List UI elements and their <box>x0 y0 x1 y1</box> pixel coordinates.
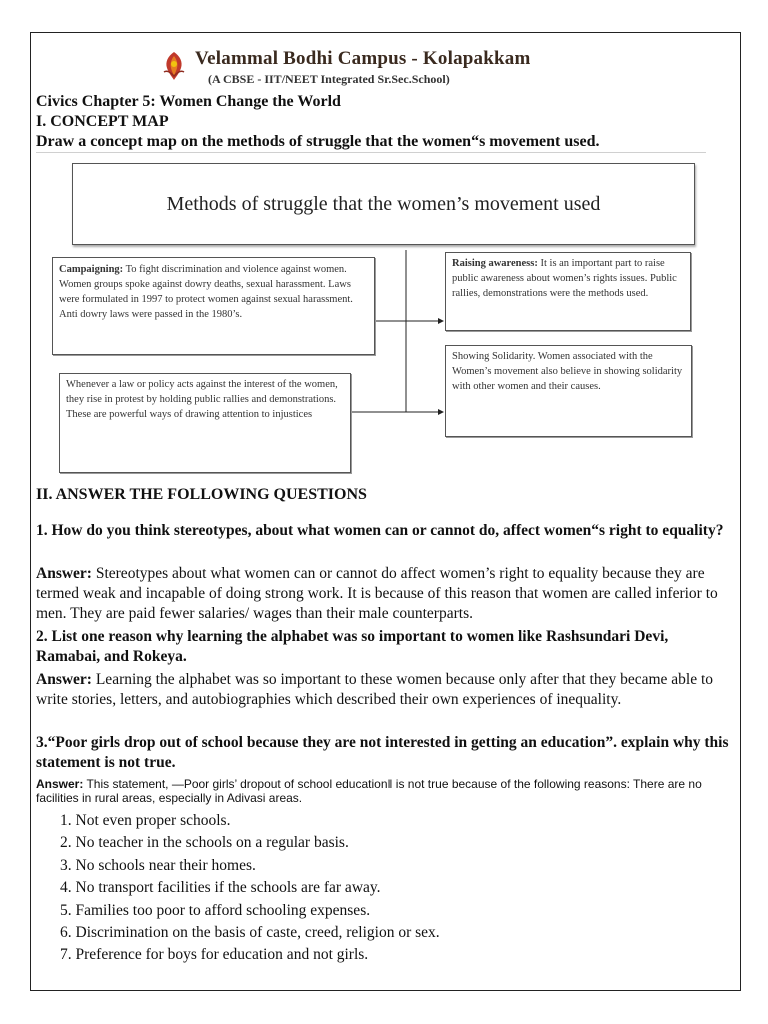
list-item: 3. No schools near their homes. <box>60 856 256 874</box>
campaigning-box <box>52 257 375 355</box>
answer-2-text: Learning the alphabet was so important to these women because only after that they became able to write stories, letters, and autobiographies which described their own experiences of inequality. <box>36 671 714 708</box>
concept-map-title-box: Methods of struggle that the women’s movement used <box>72 163 695 245</box>
raising-awareness-box <box>445 252 691 331</box>
reasons-list <box>60 810 440 967</box>
velammal-logo-icon <box>161 50 187 82</box>
concept-map <box>48 158 716 478</box>
school-name: Velammal Bodhi Campus - Kolapakkam <box>195 48 531 69</box>
answer-label: Answer: <box>36 565 92 582</box>
list-item: 1. Not even proper schools. <box>60 812 231 829</box>
campaigning-text: To fight discrimination and violence against women. Women groups spoke against dowry deaths, sexual harassment. Laws were formulated in 1997 to protect women against sexual harassment. Anti dowry laws were passed in the 1980’s. <box>59 264 353 320</box>
answer-3 <box>36 777 736 805</box>
answer-1 <box>36 564 740 624</box>
question-3: 3.“Poor girls drop out of school because they are not interested in getting an education”. explain why this statement is not true. <box>36 734 729 771</box>
protest-box: Whenever a law or policy acts against the interest of the women, they rise in protest by holding public rallies and demonstrations. These are powerful ways of drawing attention to injustices <box>59 373 351 473</box>
list-item: 6. Discrimination on the basis of caste, creed, religion or sex. <box>60 924 440 942</box>
answer-label: Answer: <box>36 671 92 688</box>
answer-label: Answer: <box>36 777 84 791</box>
raising-awareness-label: Raising awareness: <box>452 258 538 269</box>
question-2: 2. List one reason why learning the alphabet was so important to women like Rashsundari Devi, Ramabai, and Rokeya. <box>36 628 669 665</box>
chapter-title: Civics Chapter 5: Women Change the World <box>36 93 341 110</box>
questions-heading: II. ANSWER THE FOLLOWING QUESTIONS <box>36 486 367 503</box>
concept-map-instruction: Draw a concept map on the methods of struggle that the women“s movement used. <box>36 133 600 150</box>
concept-map-heading: I. CONCEPT MAP <box>36 113 169 130</box>
raising-awareness-text: It is an important part to raise public awareness about women’s rights issues. Public rallies, demonstrations were the methods used. <box>452 258 677 299</box>
divider <box>36 152 706 153</box>
answer-1-text: Stereotypes about what women can or cannot do affect women’s right to equality because they are termed weak and incapable of doing strong work. It is because of this reason that women are called inferior to men. They are paid fewer salaries/ wages than their male counterparts. <box>36 565 718 622</box>
question-1: 1. How do you think stereotypes, about what women can or cannot do, affect women“s right to equality? <box>36 522 724 539</box>
answer-2 <box>36 670 740 710</box>
answer-3-text: This statement, —Poor girls’ dropout of school education‖ is not true because of the following reasons: There are no facilities in rural areas, especially in Adivasi areas. <box>36 777 702 805</box>
list-item: 5. Families too poor to afford schooling expenses. <box>60 901 371 919</box>
solidarity-box: Showing Solidarity. Women associated with the Women’s movement also believe in showing solidarity with other women and their causes. <box>445 345 692 437</box>
list-item: 4. No transport facilities if the schools are far away. <box>60 879 381 897</box>
list-item: 2. No teacher in the schools on a regular basis. <box>60 834 349 852</box>
list-item: 7. Preference for boys for education and not girls. <box>60 946 369 964</box>
school-subtitle: (A CBSE - IIT/NEET Integrated Sr.Sec.School) <box>208 72 450 86</box>
campaigning-label: Campaigning: <box>59 264 124 275</box>
